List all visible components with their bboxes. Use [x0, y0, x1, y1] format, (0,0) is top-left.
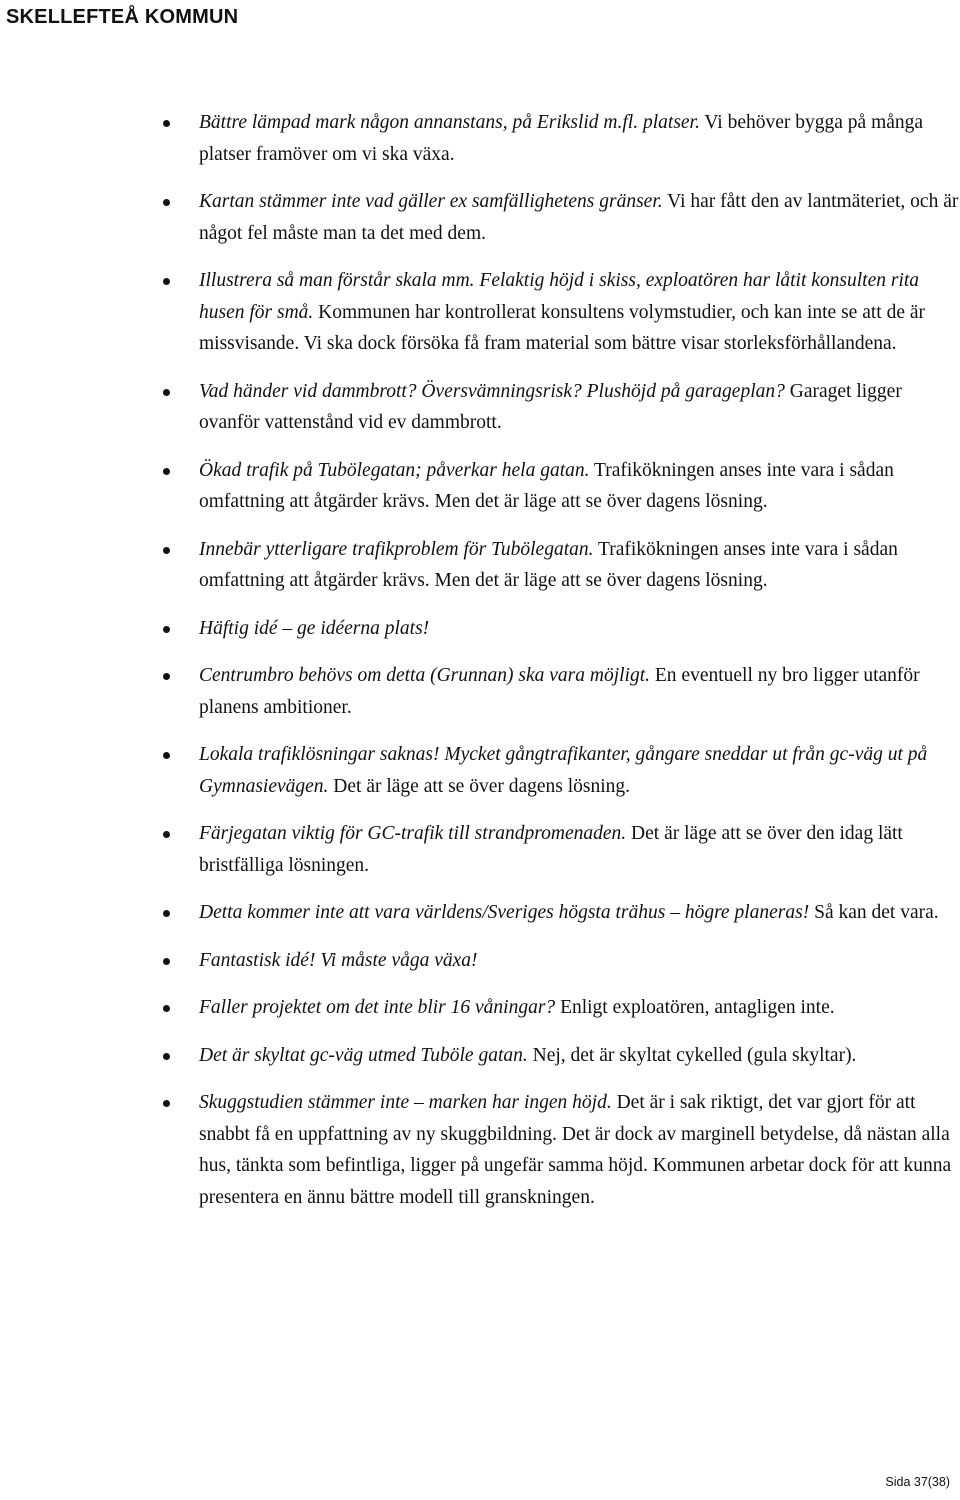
response-text: Garaget ligger ovanför vattenstånd vid ev dammbrott.: [199, 380, 902, 433]
comment-text: Detta kommer inte att vara världens/Sveriges högsta trähus – högre planeras!: [199, 902, 810, 923]
comment-text: Innebär ytterligare trafikproblem för Tubölegatan.: [199, 538, 594, 560]
bullet-icon: [163, 673, 170, 680]
comment-text: Lokala trafiklösningar saknas! Mycket gångtrafikanter, gångare sneddar ut från gc-väg ut på Gymnasievägen.: [199, 744, 928, 797]
response-text: Nej, det är skyltat cykelled (gula skyltar).: [527, 1044, 857, 1066]
comment-text: Det är skyltat gc-väg utmed Tuböle gatan.: [199, 1044, 528, 1066]
bullet-icon: [163, 752, 170, 759]
response-text: Vi behöver bygga på många platser framöver om vi ska växa.: [199, 112, 924, 165]
response-text: Kommunen har kontrollerat konsultens volymstudier, och kan inte se att de är missvisande. Vi ska dock försöka få fram material som bättre visar storleksförhållandena.: [199, 301, 925, 354]
list-item: [0, 1087, 960, 1213]
bullet-icon: [163, 831, 170, 838]
bullet-icon: [163, 626, 170, 633]
bullet-icon: [163, 468, 170, 475]
bullet-icon: [163, 547, 170, 554]
response-text: Det är i sak riktigt, det var gjort för att snabbt få en uppfattning av ny skuggbildning. Det är dock av marginell betydelse, då nästan alla hus, tänkta som befintliga, ligger på ungefär samma höjd. Kommunen arbetar dock för att kunna presentera en ännu bättre modell till granskningen.: [199, 1092, 952, 1208]
list-item: [0, 897, 960, 929]
bullet-icon: [163, 1100, 170, 1107]
list-item: [0, 739, 960, 802]
list-item: [0, 107, 960, 170]
comment-text: Skuggstudien stämmer inte – marken har ingen höjd.: [199, 1092, 612, 1113]
list-item: [0, 613, 960, 645]
comment-list: [0, 107, 960, 1229]
bullet-icon: [163, 1053, 170, 1060]
comment-text: Häftig idé – ge idéerna plats!: [199, 617, 430, 639]
comment-text: Faller projektet om det inte blir 16 våningar?: [199, 997, 556, 1018]
response-text: Det är läge att se över dagens lösning.: [328, 775, 631, 797]
bullet-icon: [163, 389, 170, 396]
comment-text: Bättre lämpad mark någon annanstans, på Erikslid m.fl. platser.: [199, 112, 700, 133]
list-item: [0, 455, 960, 518]
response-text: Trafikökningen anses inte vara i sådan omfattning att åtgärder krävs. Men det är läge att se över dagens lösning.: [199, 538, 898, 591]
response-text: Trafikökningen anses inte vara i sådan omfattning att åtgärder krävs. Men det är läge att se över dagens lösning.: [199, 459, 894, 512]
bullet-icon: [163, 199, 170, 206]
bullet-icon: [163, 958, 170, 965]
comment-text: Kartan stämmer inte vad gäller ex samfällighetens gränser.: [199, 191, 663, 212]
response-text: En eventuell ny bro ligger utanför planens ambitioner.: [199, 665, 920, 718]
document-header: SKELLEFTEÅ KOMMUN: [6, 6, 239, 28]
list-item: [0, 1040, 960, 1072]
list-item: [0, 265, 960, 360]
page-number: Sida 37(38): [885, 1475, 950, 1489]
list-item: [0, 376, 960, 439]
comment-text: Centrumbro behövs om detta (Grunnan) ska vara möjligt.: [199, 665, 650, 686]
bullet-icon: [163, 910, 170, 917]
response-text: Det är läge att se över den idag lätt bristfälliga lösningen.: [199, 823, 903, 876]
bullet-icon: [163, 278, 170, 285]
list-item: [0, 534, 960, 597]
list-item: [0, 186, 960, 249]
comment-text: Ökad trafik på Tubölegatan; påverkar hela gatan.: [199, 459, 590, 481]
bullet-icon: [163, 120, 170, 127]
comment-text: Färjegatan viktig för GC-trafik till strandpromenaden.: [199, 823, 627, 844]
list-item: [0, 660, 960, 723]
list-item: [0, 818, 960, 881]
comment-text: Fantastisk idé! Vi måste våga växa!: [199, 949, 478, 971]
bullet-icon: [163, 1005, 170, 1012]
comment-text: Vad händer vid dammbrott? Översvämningsrisk? Plushöjd på garageplan?: [199, 380, 785, 402]
list-item: [0, 992, 960, 1024]
comment-text: Illustrera så man förstår skala mm. Felaktig höjd i skiss, exploatören har låtit konsulten rita husen för små.: [199, 270, 920, 323]
response-text: Enligt exploatören, antagligen inte.: [555, 997, 835, 1018]
response-text: Så kan det vara.: [809, 902, 939, 923]
response-text: Vi har fått den av lantmäteriet, och är något fel måste man ta det med dem.: [199, 191, 959, 244]
list-item: [0, 945, 960, 977]
